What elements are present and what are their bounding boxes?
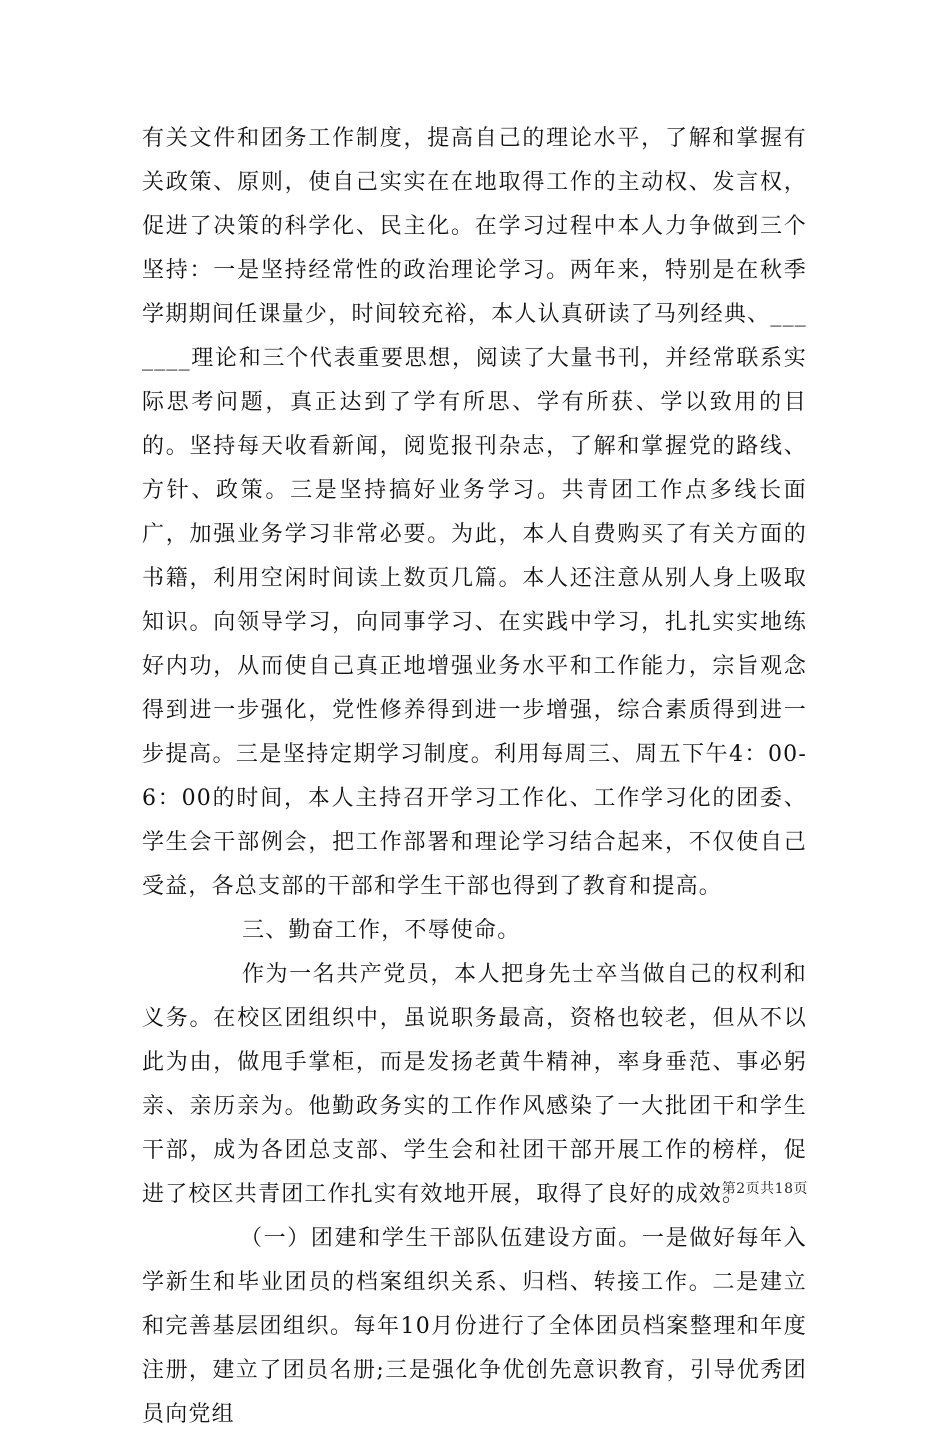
page-number-footer: 第2页共18页 (721, 1181, 808, 1197)
section-heading-diligent-work: 三、勤奋工作，不辱使命。 (242, 918, 521, 943)
paragraph-study-commitments: 有关文件和团务工作制度，提高自己的理论水平，了解和掌握有关政策、原则，使自己实实在在地取得工作的主动权、发言权，促进了决策的科学化、民主化。在学习过程中本人力争做到三个坚持：一是坚持经常性的政治理论学习。两年来，特别是在秋季学期期间任课量少，时间较充裕，本人认真研读了马列经典、_______理论和三个代表重要思想，阅读了大量书刊，并经常联系实际思考问题，真正达到了学有所思、学有所获、学以致用的目的。坚持每天收看新闻，阅览报刊杂志，了解和掌握党的路线、方针、政策。三是坚持搞好业务学习。共青团工作点多线长面广，加强业务学习非常必要。为此，本人自费购买了有关方面的书籍，利用空闲时间读上数页几篇。本人还注意从别人身上吸取知识。向领导学习，向同事学习、在实践中学习，扎扎实实地练好内功，从而使自己真正地增强业务水平和工作能力，宗旨观念得到进一步强化，党性修养得到进一步增强，综合素质得到进一步提高。三是坚持定期学习制度。利用每周三、周五下午4：00-6：00的时间，本人主持召开学习工作化、工作学习化的团委、学生会干部例会，把工作部署和理论学习结合起来，不仅使自己受益，各总支部的干部和学生干部也得到了教育和提高。 (142, 126, 807, 899)
document-body (142, 117, 807, 1437)
paragraph-party-member-role: 作为一名共产党员，本人把身先士卒当做自己的权利和义务。在校区团组织中，虽说职务最高，资格也较老，但从不以此为由，做甩手掌柜，而是发扬老黄牛精神，率身垂范、事必躬亲、亲历亲为。他勤政务实的工作作风感染了一大批团干和学生干部，成为各团总支部、学生会和社团干部开展工作的榜样，促进了校区共青团工作扎实有效地开展，取得了良好的成效。 (142, 962, 807, 1207)
paragraph-league-building: （一）团建和学生干部队伍建设方面。一是做好每年入学新生和毕业团员的档案组织关系、归档、转接工作。二是建立和完善基层团组织。每年10月份进行了全体团员档案整理和年度注册，建立了团员名册;三是强化争优创先意识教育，引导优秀团员向党组 (142, 1226, 807, 1427)
